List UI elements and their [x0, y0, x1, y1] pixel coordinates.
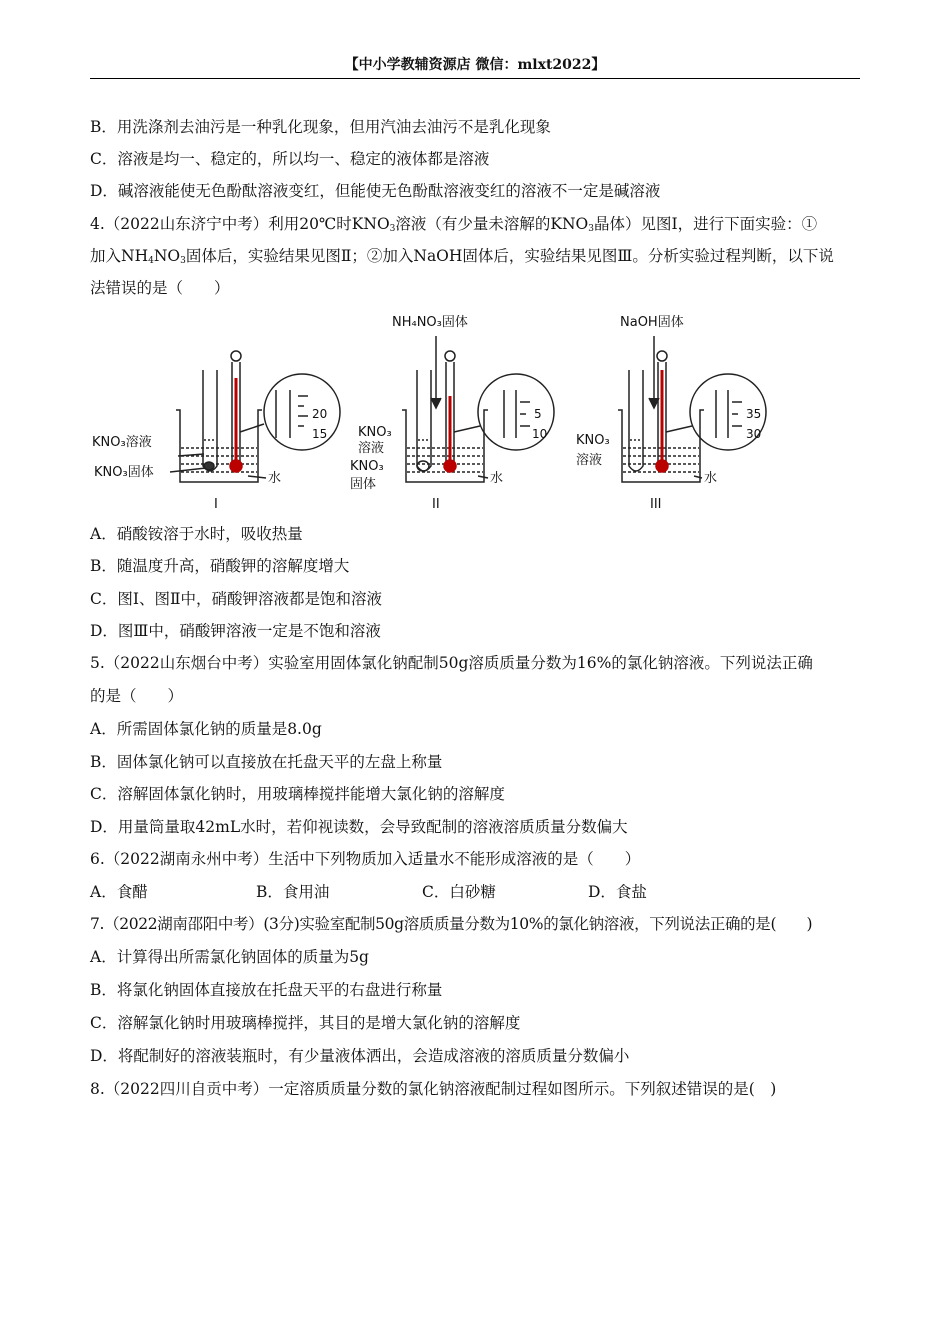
thermometer-3	[656, 351, 668, 472]
fig2-added-label: NH₄NO₃固体	[392, 315, 468, 330]
test-tube-1	[203, 370, 217, 471]
q3-option-d: D．碱溶液能使无色酚酞溶液变红，但能使无色酚酞溶液变红的溶液不一定是碱溶液	[90, 182, 661, 200]
q3-option-c: C．溶液是均一、稳定的，所以均一、稳定的液体都是溶液	[90, 150, 490, 168]
pointer-water-3	[694, 476, 702, 478]
q5-stem-line1: 5.（2022山东烟台中考）实验室用固体氯化钠配制50g溶质质量分数为16%的氯化钠溶液。下列说法正确	[90, 654, 813, 672]
fig3-added-label: NaOH固体	[620, 315, 684, 330]
fig3-solution-label-1: KNO₃	[576, 433, 610, 448]
q5-option-d: D．用量筒量取42mL水时，若仰视读数，会导致配制的溶液溶质质量分数偏大	[90, 818, 628, 836]
fig2-solution-label-2: 溶液	[358, 441, 385, 456]
q4-stem-line2: 加入$NH_4NO_3$固体后，实验结果见图Ⅱ；②加入NaOH固体后，实验结果见图Ⅲ。分析实验过程判断，以下说	[90, 247, 834, 266]
q8-stem: 8.（2022四川自贡中考）一定溶质质量分数的氯化钠溶液配制过程如图所示。下列叙述错误的是( )	[90, 1080, 777, 1098]
q7-option-a: A．计算得出所需氯化钠固体的质量为5g	[90, 948, 369, 966]
fig3-scale-top: 35	[746, 407, 762, 421]
fig3-water-label: 水	[704, 471, 718, 486]
fig3-scale-bottom: 30	[746, 427, 762, 441]
q5-option-b: B．固体氯化钠可以直接放在托盘天平的左盘上称量	[90, 753, 443, 771]
fig2-solution-label-1: KNO₃	[358, 425, 392, 440]
fig3-label: III	[650, 497, 662, 512]
q7-option-c: C．溶解氯化钠时用玻璃棒搅拌，其目的是增大氯化钠的溶解度	[90, 1014, 521, 1032]
thermometer-2	[444, 351, 456, 472]
pointer-water-2	[478, 476, 488, 478]
q7-option-b: B．将氯化钠固体直接放在托盘天平的右盘进行称量	[90, 981, 443, 999]
q5-option-c: C．溶解固体氯化钠时，用玻璃棒搅拌能增大氯化钠的溶解度	[90, 785, 505, 803]
q6-option-b: B．食用油	[256, 883, 330, 901]
q4-option-d: D．图Ⅲ中，硝酸钾溶液一定是不饱和溶液	[90, 622, 381, 640]
q4-experiment-figure	[88, 306, 788, 516]
pointer-sol-1	[178, 454, 204, 456]
q4-stem-line3: 法错误的是（ ）	[90, 279, 230, 297]
fig1-water-label: 水	[268, 471, 282, 486]
fig2-water-label: 水	[490, 471, 504, 486]
q5-stem-line2: 的是（ ）	[90, 687, 184, 705]
q6-options	[90, 881, 865, 903]
fig1-solution-label: KNO₃溶液	[92, 435, 152, 450]
q6-option-d: D．食盐	[588, 883, 647, 901]
q3-option-b: B．用洗涤剂去油污是一种乳化现象，但用汽油去油污不是乳化现象	[90, 118, 551, 136]
page-header: 【中小学教辅资源店 微信：mlxt2022】	[90, 56, 860, 79]
fig1-label: I	[214, 497, 218, 512]
q4-option-a: A．硝酸铵溶于水时，吸收热量	[90, 525, 303, 543]
fig1-scale-bottom: 15	[312, 427, 328, 441]
fig2-solid-label-2: 固体	[350, 477, 377, 492]
q4-option-c: C．图Ⅰ、图Ⅱ中，硝酸钾溶液都是饱和溶液	[90, 590, 383, 608]
fig2-scale-top: 5	[534, 407, 542, 421]
q6-option-c: C．白砂糖	[422, 883, 496, 901]
fig1-scale-top: 20	[312, 407, 328, 421]
fig1-solid-label: KNO₃固体	[94, 465, 154, 480]
q7-stem: 7.（2022湖南邵阳中考）(3分)实验室配制50g溶质质量分数为10%的氯化钠溶液，下列说法正确的是( )	[90, 915, 813, 933]
fig3-solution-label-2: 溶液	[576, 453, 603, 468]
beaker-2	[402, 410, 488, 482]
kno3-crystals-2	[417, 461, 429, 471]
fig2-solid-label-1: KNO₃	[350, 459, 384, 474]
thermometer-1	[230, 351, 242, 472]
q4-stem-line1: 4.（2022山东济宁中考）利用20℃时$KNO_3$溶液（有少量未溶解的$KNO_3$晶体）见图Ⅰ，进行下面实验：①	[90, 215, 818, 234]
pointer-water-1	[248, 476, 266, 478]
arrow-head-nh4no3	[431, 398, 441, 408]
beaker-1	[176, 410, 262, 482]
q7-option-d: D．将配制好的溶液装瓶时，有少量液体洒出，会造成溶液的溶质质量分数偏小	[90, 1047, 630, 1065]
q6-option-a: A．食醋	[90, 883, 148, 901]
q4-option-b: B．随温度升高，硝酸钾的溶解度增大	[90, 557, 350, 575]
fig2-label: II	[432, 497, 440, 512]
q5-option-a: A．所需固体氯化钠的质量是8.0g	[90, 720, 322, 738]
fig2-scale-bottom: 10	[532, 427, 548, 441]
q6-stem: 6.（2022湖南永州中考）生活中下列物质加入适量水不能形成溶液的是（ ）	[90, 850, 641, 868]
